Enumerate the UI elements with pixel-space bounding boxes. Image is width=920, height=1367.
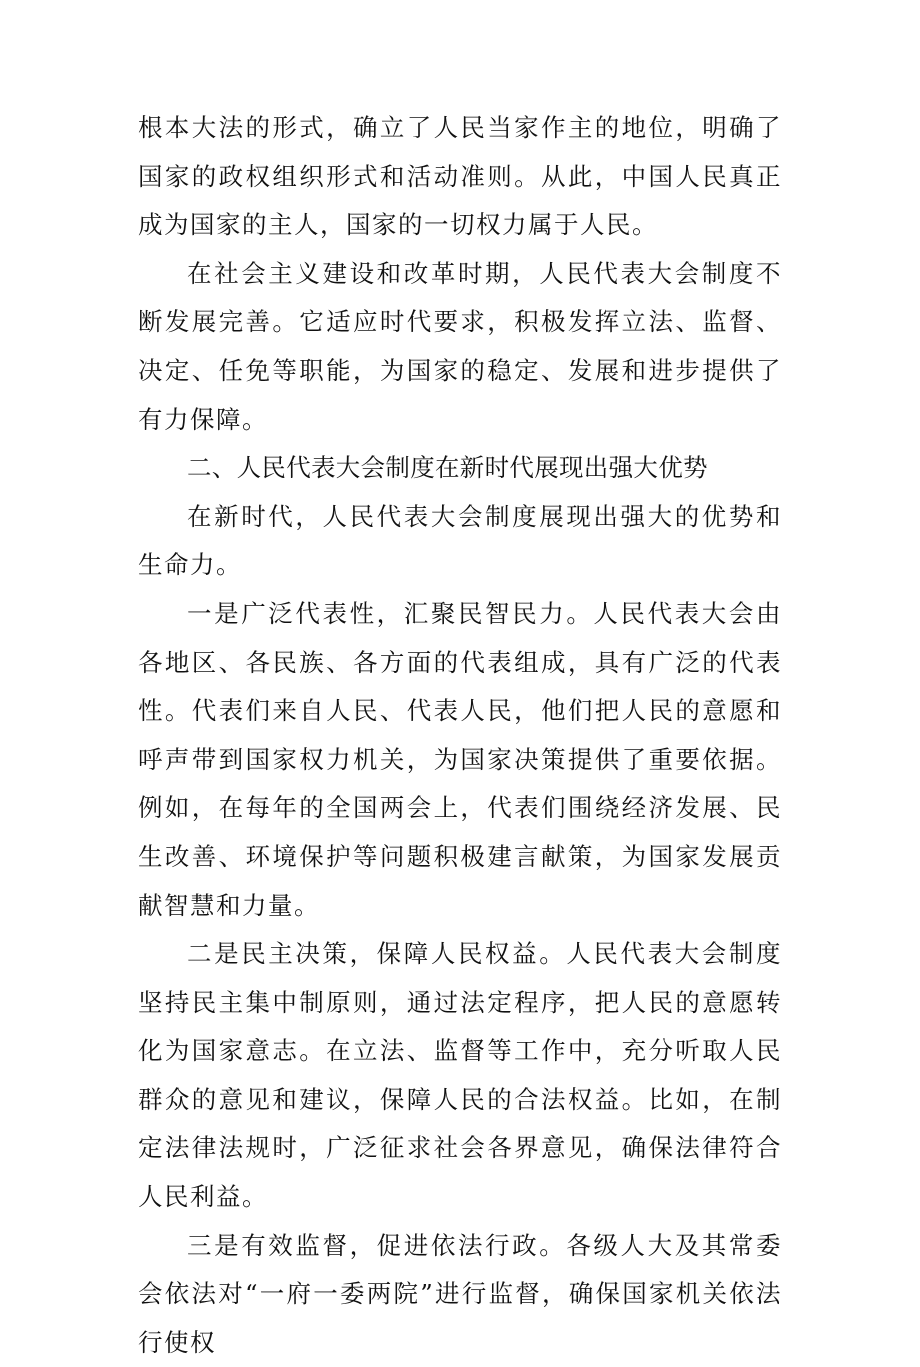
document-body (138, 104, 782, 1367)
paragraph-continuation: 根本大法的形式，确立了人民当家作主的地位，明确了国家的政权组织形式和活动准则。从此，中国人民真正成为国家的主人，国家的一切权力属于人民。 (138, 113, 782, 240)
section-heading: 二、人民代表大会制度在新时代展现出强大优势 (187, 453, 708, 483)
paragraph-point-three: 三是有效监督，促进依法行政。各级人大及其常委会依法对“一府一委两院”进行监督，确保国家机关依法行使权 (138, 1230, 782, 1357)
paragraph-reform-period: 在社会主义建设和改革时期，人民代表大会制度不断发展完善。它适应时代要求，积极发挥立法、监督、决定、任免等职能，为国家的稳定、发展和进步提供了有力保障。 (138, 258, 782, 434)
paragraph-point-two: 二是民主决策，保障人民权益。人民代表大会制度坚持民主集中制原则，通过法定程序，把人民的意愿转化为国家意志。在立法、监督等工作中，充分听取人民群众的意见和建议，保障人民的合法权益。比如，在制定法律法规时，广泛征求社会各界意见，确保法律符合人民利益。 (138, 939, 782, 1212)
paragraph-new-era: 在新时代，人民代表大会制度展现出强大的优势和生命力。 (138, 501, 782, 580)
paragraph-point-one: 一是广泛代表性，汇聚民智民力。人民代表大会由各地区、各民族、各方面的代表组成，具有广泛的代表性。代表们来自人民、代表人民，他们把人民的意愿和呼声带到国家权力机关，为国家决策提供了重要依据。例如，在每年的全国两会上，代表们围绕经济发展、民生改善、环境保护等问题积极建言献策，为国家发展贡献智慧和力量。 (138, 598, 782, 920)
